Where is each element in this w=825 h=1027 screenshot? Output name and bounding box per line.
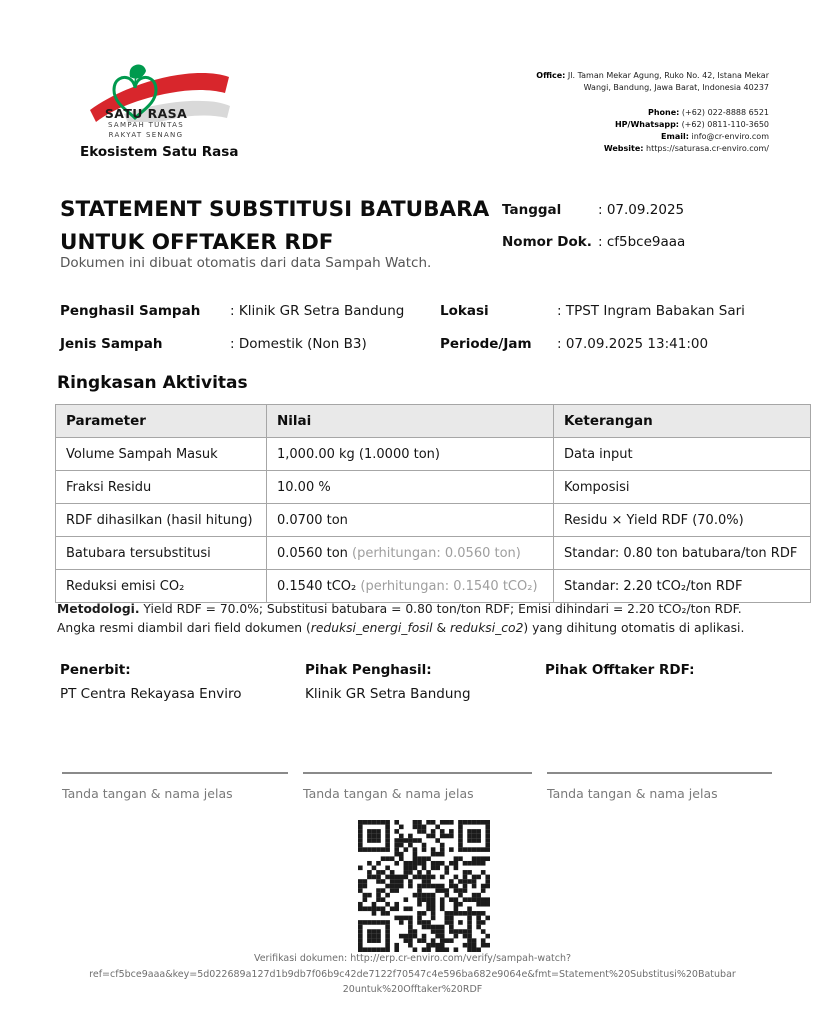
signature-caption: Tanda tangan & nama jelas	[303, 786, 474, 801]
date-label: Tanggal	[502, 202, 562, 218]
offtaker-role: Pihak Offtaker RDF:	[545, 662, 695, 678]
brand-tagline-1: SAMPAH TUNTAS	[108, 121, 184, 129]
qr-code-modules	[358, 820, 490, 952]
table-row: Reduksi emisi CO₂ 0.1540 tCO₂ (perhitungan: 0.1540 tCO₂) Standar: 2.20 tCO₂/ton RDF	[56, 570, 811, 603]
section-title: Ringkasan Aktivitas	[57, 373, 248, 393]
contact-block	[429, 70, 769, 155]
ecosystem-label: Ekosistem Satu Rasa	[80, 144, 239, 160]
page-title: STATEMENT SUBSTITUSI BATUBARA UNTUK OFFTAKER RDF	[60, 197, 490, 255]
header-nilai: Nilai	[267, 405, 554, 438]
period-value: : 07.09.2025 13:41:00	[557, 336, 709, 352]
location-label: Lokasi	[440, 303, 489, 319]
summary-table	[55, 404, 811, 603]
header-keterangan: Keterangan	[554, 405, 811, 438]
waste-type-value: : Domestik (Non B3)	[230, 336, 367, 352]
signature-caption: Tanda tangan & nama jelas	[62, 786, 233, 801]
producer-name: Klinik GR Setra Bandung	[305, 686, 471, 702]
header-parameter: Parameter	[56, 405, 267, 438]
doc-number-row	[502, 234, 685, 250]
waste-type-label: Jenis Sampah	[60, 336, 163, 352]
email-line: Email: info@cr-enviro.com	[661, 132, 769, 141]
qr-code	[358, 820, 490, 952]
issuer-name: PT Centra Rekayasa Enviro	[60, 686, 242, 702]
office-address-line1: Office: Jl. Taman Mekar Agung, Ruko No. 42, Istana Mekar	[536, 71, 769, 80]
verification-url: Verifikasi dokumen: http://erp.cr-enviro.com/verify/sampah-watch? ref=cf5bce9aaa&key=5d022689a127d1b9db7f06b9c42de7122f70547c4e596ba682e9064e&fmt=Statement%20Substitusi%20Batubar 20untuk%20Offtaker%20RDF	[89, 953, 736, 995]
producer-label: Penghasil Sampah	[60, 303, 201, 319]
brand-tagline-2: RAKYAT SENANG	[108, 131, 184, 139]
table-row: Batubara tersubstitusi 0.0560 ton (perhitungan: 0.0560 ton) Standar: 0.80 ton batubara/ton RDF	[56, 537, 811, 570]
signature-caption: Tanda tangan & nama jelas	[547, 786, 718, 801]
table-header-row	[56, 405, 811, 438]
signature-line	[62, 772, 288, 774]
date-row	[502, 202, 684, 218]
brand-name: SATU RASA	[104, 106, 188, 121]
doc-number-label: Nomor Dok.	[502, 234, 592, 250]
office-address-line2: Wangi, Bandung, Jawa Barat, Indonesia 40237	[583, 83, 769, 92]
phone-line: Phone: (+62) 022-8888 6521	[647, 108, 769, 117]
table-row: Fraksi Residu 10.00 % Komposisi	[56, 471, 811, 504]
website-line: Website: https://saturasa.cr-enviro.com/	[603, 144, 769, 153]
signature-line	[547, 772, 772, 774]
whatsapp-line: HP/Whatsapp: (+62) 0811-110-3650	[614, 120, 769, 129]
period-label: Periode/Jam	[440, 336, 532, 352]
page-subtitle: Dokumen ini dibuat otomatis dari data Sampah Watch.	[60, 255, 432, 271]
issuer-role: Penerbit:	[60, 662, 131, 678]
producer-role: Pihak Penghasil:	[305, 662, 432, 678]
table-row: Volume Sampah Masuk 1,000.00 kg (1.0000 ton) Data input	[56, 438, 811, 471]
producer-value: : Klinik GR Setra Bandung	[230, 303, 405, 319]
date-value: : 07.09.2025	[598, 202, 685, 218]
doc-number-value: : cf5bce9aaa	[598, 234, 686, 250]
location-value: : TPST Ingram Babakan Sari	[557, 303, 745, 319]
methodology-note: Metodologi. Yield RDF = 70.0%; Substitusi batubara = 0.80 ton/ton RDF; Emisi dihindari = 2.20 tCO₂/ton RDF. Angka resmi diambil dari field dokumen (reduksi_energi_fosil & reduksi_co2) yang dihitung otomatis di aplikasi.	[57, 602, 745, 635]
signature-line	[303, 772, 532, 774]
table-row: RDF dihasilkan (hasil hitung) 0.0700 ton Residu × Yield RDF (70.0%)	[56, 504, 811, 537]
